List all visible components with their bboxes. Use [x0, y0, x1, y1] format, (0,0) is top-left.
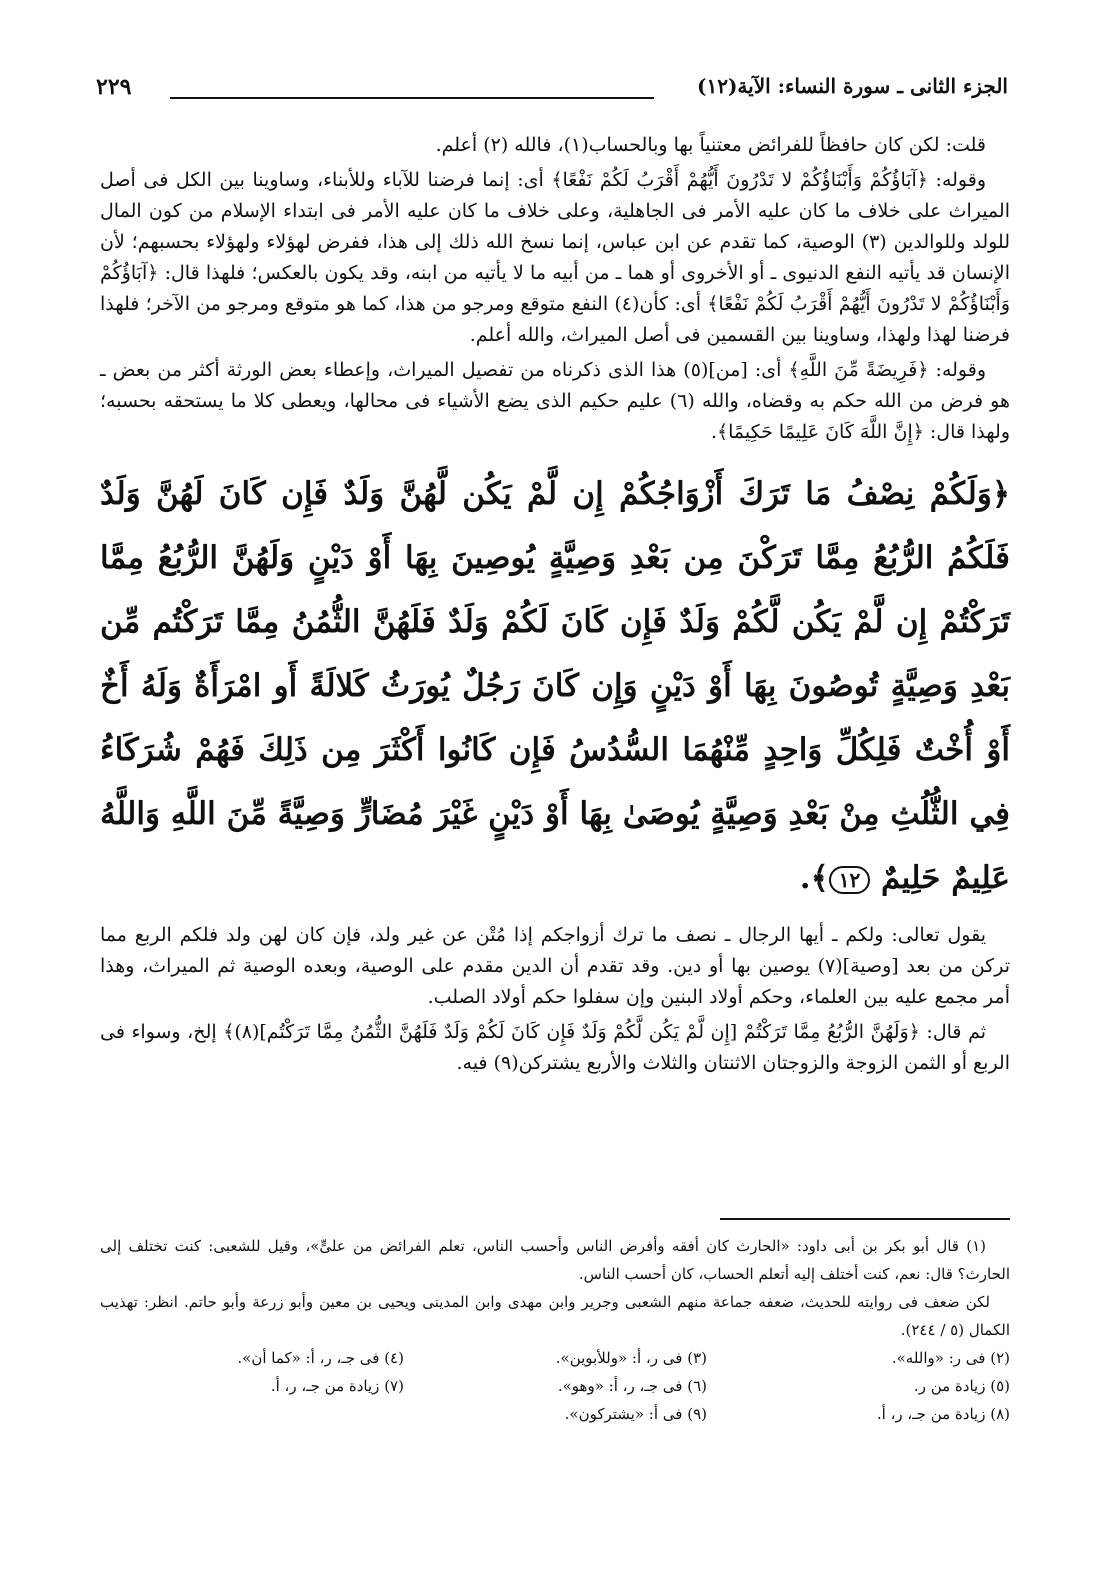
footnote: (٥) زيادة من ر.: [913, 1377, 1010, 1395]
footnote: [101, 1400, 404, 1428]
paragraph: وقوله: ﴿فَرِيضَةً مِّنَ اللَّهِ﴾ أى: [من](٥) هذا الذى ذكرناه من تفصيل الميراث، وإعطاء بعض الورثة أكثر من بعض ـ هو فرض من الله حكم به وقضاه، والله (٦) عليم حكيم الذى يضع الأشياء فى محالها، ويعطى كلا ما يستحقه بحسبه؛ ولهذا قال: ﴿إِنَّ اللَّهَ كَانَ عَلِيمًا حَكِيمًا﴾.: [100, 359, 1010, 443]
footnote: (٧) زيادة من جـ، ر، أ.: [270, 1377, 404, 1395]
footnote-continuation: لكن ضعف فى روايته للحديث، ضعفه جماعة منهم الشعبى وجرير وابن مهدى وابن المدينى ويحيى بن معين وأبو زرعة وأبو حاتم. انظر: تهذيب الكمال (٥ / ٢٤٤).: [100, 1293, 1010, 1339]
footnote: (٦) فى جـ، ر، أ: «وهو».: [557, 1377, 707, 1395]
page-header: [96, 70, 1008, 110]
footnote-row: [100, 1344, 1010, 1372]
verse-text: ﴿وَلَكُمْ نِصْفُ مَا تَرَكَ أَزْوَاجُكُمْ إِن لَّمْ يَكُن لَّهُنَّ وَلَدٌ فَإِن كَانَ لَهُنَّ وَلَدٌ فَلَكُمُ الرُّبُعُ مِمَّا تَرَكْنَ مِن بَعْدِ وَصِيَّةٍ يُوصِينَ بِهَا أَوْ دَيْنٍ وَلَهُنَّ الرُّبُعُ مِمَّا تَرَكْتُمْ إِن لَّمْ يَكُن لَّكُمْ وَلَدٌ فَإِن كَانَ لَكُمْ وَلَدٌ فَلَهُنَّ الثُّمُنُ مِمَّا تَرَكْتُم مِّن بَعْدِ وَصِيَّةٍ تُوصُونَ بِهَا أَوْ دَيْنٍ وَإِن كَانَ رَجُلٌ يُورَثُ كَلالَةً أَو امْرَأَةٌ وَلَهُ أَخٌ أَوْ أُخْتٌ فَلِكُلِّ وَاحِدٍ مِّنْهُمَا السُّدُسُ فَإِن كَانُوا أَكْثَرَ مِن ذَلِكَ فَهُمْ شُرَكَاءُ فِي الثُّلُثِ مِنْ بَعْدِ وَصِيَّةٍ يُوصَىٰ بِهَا أَوْ دَيْنٍ غَيْرَ مُضَارٍّ وَصِيَّةً مِّنَ اللَّهِ وَاللَّهُ عَلِيمٌ حَلِيمٌ: [100, 476, 1010, 896]
paragraph: قلت: لكن كان حافظاً للفرائض معتنياً بها وبالحساب(١)، فالله (٢) أعلم.: [435, 134, 986, 156]
paragraph: ثم قال: ﴿وَلَهُنَّ الرُّبُعُ مِمَّا تَرَكْتُمْ [إِن لَّمْ يَكُن لَّكُمْ وَلَدٌ فَإِن كَانَ لَكُمْ وَلَدٌ فَلَهُنَّ الثُّمُنُ مِمَّا تَرَكْتُم](٨)﴾ إلخ، وسواء فى الربع أو الثمن الزوجة والزوجتان الاثنتان والثلاث والأربع يشتركن(٩) فيه.: [100, 1021, 1010, 1074]
verse-closing: ﴾.: [799, 860, 829, 896]
header-rule: [170, 97, 654, 99]
footnote: (٣) فى ر، أ: «وللأبوين».: [555, 1349, 707, 1367]
footnote: (٨) زيادة من جـ، ر، أ.: [876, 1405, 1010, 1423]
footnote-rule: [720, 1218, 1010, 1220]
quran-verse-block: [100, 462, 1010, 910]
main-text: [100, 130, 1010, 1083]
footnote-row: [100, 1400, 1010, 1428]
running-title: الجزء الثانى ـ سورة النساء: الآية(١٢): [697, 74, 1008, 98]
footnotes: [100, 1232, 1010, 1428]
ayah-number-mark: ١٢: [829, 866, 870, 894]
paragraph: وقوله: ﴿آبَاؤُكُمْ وَأَبْنَاؤُكُمْ لا تَدْرُونَ أَيُّهُمْ أَقْرَبُ لَكُمْ نَفْعًا﴾ أى: إنما فرضنا للآباء وللأبناء، وساوينا بين الكل فى أصل الميراث على خلاف ما كان عليه الأمر فى الجاهلية، وعلى خلاف ما كان عليه الأمر فى ابتداء الإسلام من كون المال للولد وللوالدين (٣) الوصية، كما تقدم عن ابن عباس، إنما نسخ الله ذلك إلى هذا، ففرض لهؤلاء ولهؤلاء بحسبهم؛ لأن الإنسان قد يأتيه النفع الدنيوى ـ أو الأخروى أو هما ـ من أبيه ما لا يأتيه من ابنه، وقد يكون بالعكس؛ فلهذا قال: ﴿آبَاؤُكُمْ وَأَبْنَاؤُكُمْ لا تَدْرُونَ أَيُّهُمْ أَقْرَبُ لَكُمْ نَفْعًا﴾ أى: كأن(٤) النفع متوقع ومرجو من هذا، كما هو متوقع ومرجو من الآخر؛ فلهذا فرضنا لهذا ولهذا، وساوينا بين القسمين فى أصل الميراث، والله أعلم.: [100, 169, 1011, 346]
footnote: (٢) فى ر: «والله».: [891, 1349, 1010, 1367]
footnote-row: [100, 1372, 1010, 1400]
quran-verse: [100, 462, 1010, 910]
paragraph: يقول تعالى: ولكم ـ أيها الرجال ـ نصف ما ترك أزواجكم إذا مُتْن عن غير ولد، فإن كان لهن ولد فلكم الربع مما تركن من بعد [وصية](٧) يوصين بها أو دين. وقد تقدم أن الدين مقدم على الوصية، وبعده الوصية ثم الميراث، وهذا أمر مجمع عليه بين العلماء، وحكم أولاد البنين وإن سفلوا حكم أولاد الصلب.: [100, 924, 1010, 1008]
page-number: ٢٢٩: [96, 74, 132, 100]
footnote: (١) قال أبو بكر بن أبى داود: «الحارث كان أفقه وأفرض الناس وأحسب الناس، تعلم الفرائض من علىٍّ»، وقيل للشعبى: كنت تختلف إلى الحارث؟ قال: نعم، كنت أختلف إليه أتعلم الحساب، كان أحسب الناس.: [100, 1237, 1010, 1283]
footnote: (٤) فى جـ، ر، أ: «كما أن».: [237, 1349, 404, 1367]
footnote: (٩) فى أ: «يشتركون».: [564, 1405, 707, 1423]
